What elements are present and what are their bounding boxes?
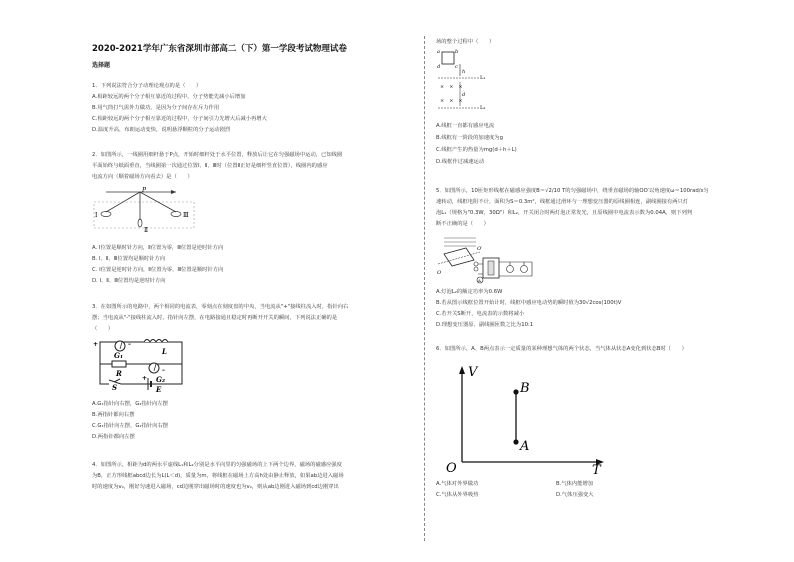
q4-stem-line: 4．如图所示，相距为d的两水平虚线L₁和L₂分别是水平向里的匀强磁场的上下两个边界，磁场的磁感应强度 <box>92 462 342 468</box>
q1-option-a: A.相距较远的两个分子相互靠近的过程中，分子势能先减小后增加 <box>92 94 246 100</box>
q3-stem-line: 3．在如图所示的电路中，两个相同的电流表，零刻点在刻度盘的中央，当电流从"+"接线柱流入时，指针向右 <box>92 304 349 310</box>
q6-point-b <box>513 389 518 394</box>
q2-stem-line: 2．如图所示，一线圈用细杆悬于P点，开始时细杆处于水平位置，释放后让它在匀强磁场中运动，已知线圈 <box>92 152 343 158</box>
q1-option-d: D.温度升高，布朗运动变快，说明悬浮颗粒的分子运动剧烈 <box>92 127 231 133</box>
q6-axis-t: T <box>592 463 601 474</box>
q5-option-d: D.理想变压器原、副线圈匝数之比为10:1 <box>436 322 534 328</box>
q4-magnetic-field-figure <box>436 48 486 116</box>
q6-origin-o: O <box>446 461 457 474</box>
q2-option-a: A. Ⅰ位置是顺时针方向，Ⅱ位置为零，Ⅲ位置是逆时针方向 <box>92 245 224 251</box>
q4-stem-continue: 场的整个过程中（ ） <box>436 39 495 45</box>
q6-axis-v: V <box>468 365 478 380</box>
page-title: 2020-2021学年广东省深圳市部高二（下）第一学段考试物理试卷 <box>92 44 347 54</box>
svg-text:–: – <box>162 367 165 374</box>
q5-option-c: C.若开关S断开，电流表的示数将减小 <box>436 311 525 317</box>
q5-stem-line: 速转动，线框电阻不计，面积为S＝0.3m²，线框通过滑环与一理想变压器的原线圈相连，副线圈接有两只灯 <box>436 199 689 205</box>
q5-stem-line: 5．如图所示，10匝矩形线框在磁感应强度B＝√2/10 T的匀强磁场中，绕垂直磁场的轴OO′以角速度ω＝100rad/s匀 <box>436 188 709 194</box>
q6-option-d: D.气体压强变大 <box>556 492 594 498</box>
q3-circuit-figure <box>92 336 192 396</box>
q3-option-c: C.G₁指针向左摆，G₂指针向右摆 <box>92 423 169 429</box>
q4-label-a: a <box>437 49 440 55</box>
q3-label-g2: G₂ <box>156 375 166 384</box>
q2-option-b: B. Ⅰ、Ⅱ、Ⅲ位置均是顺时针方向 <box>92 256 166 262</box>
q4-label-d: d <box>437 64 441 70</box>
svg-text:A: A <box>478 278 481 283</box>
q5-stem-line: 断不正确的是（ ） <box>436 221 489 227</box>
q6-point-a <box>513 439 518 444</box>
q1-option-b: B.用气筒打气需外力做功，是因为分子间存在斥力作用 <box>92 105 220 111</box>
q1-option-c: C.相距较远的两个分子相互靠近的过程中，分子间引力先增大后减小再增大 <box>92 116 267 122</box>
section-heading: 选择题 <box>92 62 111 69</box>
q3-option-d: D.两指针都向左摆 <box>92 434 135 440</box>
q6-stem: 6．如图所示，A、B两点表示一定质量的某种理想气体的两个状态，当气体从状态A变化到状态B时（ ） <box>436 346 687 352</box>
svg-text:–: – <box>128 341 131 348</box>
q3-stem-line: 摆；当电流从"-"接线柱流入时，指针向左摆，在电路接通且稳定时再断开开关的瞬间，下列说法正确的是 <box>92 315 338 321</box>
column-divider <box>424 36 425 541</box>
q5-stem-line: 泡L₁（规格为"0.3W，30Ω"）和L₂，开关闭合时两灯泡正常发光，且原线圈中电流表示数为0.04A，则下列判 <box>436 210 693 216</box>
q3-label-e: E <box>156 385 162 394</box>
q2-pendulum-coil-figure <box>92 186 202 234</box>
svg-text:× × ×: × × × <box>440 98 463 104</box>
q3-stem-line: （ ） <box>92 326 114 332</box>
q2-label-p: P <box>142 187 147 194</box>
svg-text:+: + <box>93 341 99 348</box>
q6-option-b: B.气体内能增加 <box>556 481 594 487</box>
q3-label-r: R <box>116 369 122 378</box>
svg-text:× × ×: × × × <box>440 84 463 90</box>
q6-label-b: B <box>520 381 530 396</box>
q3-label-s: S <box>112 383 118 392</box>
svg-text:O: O <box>437 270 442 276</box>
q2-label-iii: Ⅲ <box>183 212 189 219</box>
q5-option-a: A.灯泡L₂的额定功率为0.6W <box>436 289 503 295</box>
q2-option-d: D. Ⅰ、Ⅱ、Ⅲ位置均是逆时针方向 <box>92 278 166 284</box>
q4-stem-line: 时的速度为v₀，刚好匀速进入磁场，cd边刚穿出磁场时的速度也为v₀，则从ab边刚进入磁场到cd边刚穿出 <box>92 484 339 490</box>
q5-generator-transformer-figure <box>436 234 536 284</box>
q5-option-b: B.若从图示线框位置开始计时，线框中感应电动势的瞬时值为30√2cos(100t)V <box>436 300 622 306</box>
q4-option-d: D.线框作过减速运动 <box>436 159 485 165</box>
q6-vt-graph-figure <box>438 362 608 474</box>
svg-text:+: + <box>142 375 148 382</box>
q1-stem: 1．下列说法符合分子动理论观点的是（ ） <box>92 83 202 89</box>
q6-option-c: C.气体从外界吸热 <box>436 492 479 498</box>
q2-label-i: Ⅰ <box>95 212 98 219</box>
q6-label-a: A <box>520 439 530 454</box>
q4-label-l2: L₂ <box>480 105 486 111</box>
q3-option-b: B.两指针都向右摆 <box>92 412 135 418</box>
q4-label-h: h <box>462 69 466 75</box>
q2-stem-line: 平面始终与纸面垂直，当线圈第一次通过位置Ⅰ、Ⅱ、Ⅲ时（位置Ⅱ正好是细杆竖直位置），线圈内的感应 <box>92 163 328 169</box>
q2-stem-line: 电流方向（顺着磁场方向看去）是（ ） <box>92 174 193 180</box>
svg-text:O′: O′ <box>477 246 483 252</box>
q4-option-c: C.线框产生的热量为mg(d＋h＋L) <box>436 147 517 153</box>
q4-label-c: c <box>455 64 458 70</box>
q4-label-l1: L₁ <box>480 75 486 81</box>
q2-label-ii: Ⅱ <box>144 227 149 234</box>
q4-stem-line: 为B，正方形线框abcd边长为L(L＜d)，质量为m，将线框在磁场上方高h处由静止释放，如果ab边进入磁场 <box>92 473 344 479</box>
q3-label-l: L <box>162 347 167 356</box>
q2-option-c: C. Ⅰ位置是逆时针方向，Ⅱ位置为零，Ⅲ位置是顺时针方向 <box>92 267 224 273</box>
q4-label-b: b <box>455 49 459 55</box>
svg-text:d: d <box>462 92 466 98</box>
q6-option-a: A.气体对外界做功 <box>436 481 479 487</box>
q4-option-a: A.线框一直都有感应电流 <box>436 123 495 129</box>
q4-option-b: B.线框有一阶段的加速度为g <box>436 135 503 141</box>
q3-option-a: A.G₁指针向右摆，G₂指针向左摆 <box>92 401 168 407</box>
q3-label-g1: G₁ <box>114 351 124 360</box>
